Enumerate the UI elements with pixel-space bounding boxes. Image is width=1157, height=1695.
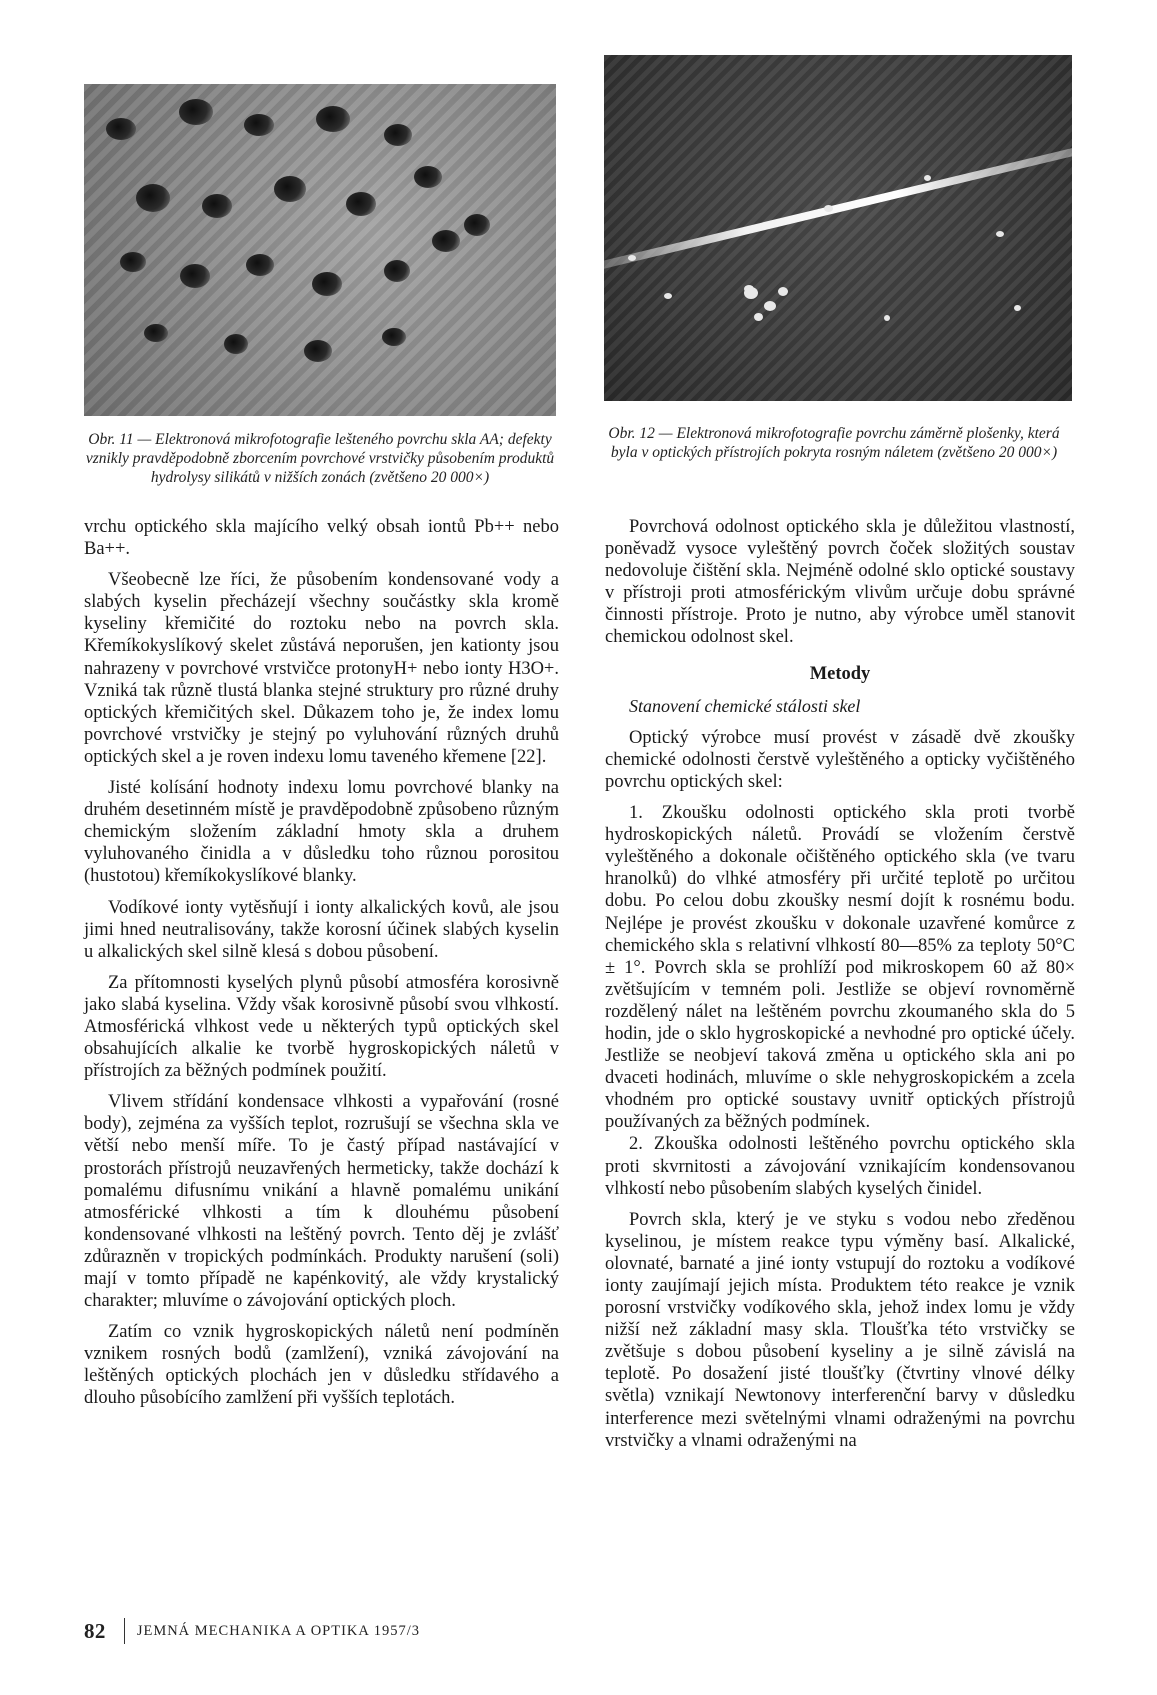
paragraph: Vodíkové ionty vytěsňují i ionty alkalických kovů, ale jsou jimi hned neutralisovány, takže korosní účinek slabých kyselin u alkalických skel silně klesá s dobou působení. [84,897,559,962]
paragraph: vrchu optického skla majícího velký obsah iontů Pb++ nebo Ba++. [84,517,559,560]
list-item: 1. Zkoušku odolnosti optického skla proti tvorbě hydroskopických náletů. Provádí se vložením čerstvě vyleštěného a dokonale očištěného optického skla (ve tvaru hranolků) do vlhké atmosféry při určité teplotě po určitou dobu. Po celou dobu zkoušky nesmí dojít k rosnému bodu. Nejlépe je provést zkoušku v dokonale uzavřené komůrce z chemického skla s relativní vlhkostí 80—85% za teploty 50°C ± 1°. Povrch skla se prohlíží pod mikroskopem 60 až 80× zvětšujícím v temném poli. Jestliže se objeví rovnoměrně rozdělený nálet na leštěném povrchu zkoumaného skla do 5 hodin, jde o sklo hygroskopické a nevhodné pro optické účely. Jestliže se neobjeví taková změna u optického skla ani po dvaceti hodinách, mluvíme o skle nehygroskopickém a zcela vhodném pro optické soustavy uvnitř optických přístrojů používaných za běžných podmínek. [605,803,1075,1133]
figure-12-caption: Obr. 12 — Elektronová mikrofotografie povrchu záměrně plošenky, která byla v optických přístrojích pokryta rosným náletem (zvětšeno 20 000×) [608,425,1060,461]
paragraph: Vlivem střídání kondensace vlhkosti a vypařování (rosné body), zejména za vyšších teplot, rozrušují se všechna skla ve větší nebo menší míře. To je častý případ nastávající v prostorách přístrojů neuzavřených hermeticky, takže dochází k pomalému difusnímu vnikání a hlavně pomalému unikání atmosférické vlhkosti a tím k dlouhému působení kondensované vlhkosti na leštěný povrch. Tento děj je zvlášť zdůrazněn v tropických podmínkách. Produkty narušení (soli) mají v tomto případě ne kapénkovitý, ale vždy krystalický charakter; mluvíme o závojování optických ploch. [84,1092,559,1312]
paragraph: Optický výrobce musí provést v zásadě dvě zkoušky chemické odolnosti čerstvě vyleštěného a opticky vyčištěného povrchu optických skel: [605,727,1075,792]
page-number: 82 [84,1618,106,1643]
journal-name: JEMNÁ MECHANIKA A OPTIKA 1957/3 [136,1622,420,1639]
footer-divider [124,1618,125,1644]
list-item: 2. Zkouška odolnosti leštěného povrchu optického skla proti skvrnitosti a závojování vznikajícím kondensovanou vlhkostí nebo působením slabých kyselých činidel. [605,1134,1075,1199]
figure-11-micrograph [84,84,556,416]
paragraph: Zatím co vznik hygroskopických náletů není podmíněn vznikem rosných bodů (zamlžení), vzniká závojování na leštěných optických plochách jen v důsledku střídavého a dlouho působícího zamlžení při vyšších teplotách. [84,1322,559,1409]
paragraph: Povrchová odolnost optického skla je důležitou vlastností, poněvadž vysoce vyleštěný povrch čoček složitých soustav nedovoluje čištění skla. Nejméně odolné sklo optické soustavy v přístroji proti atmosférickým vlivům určuje dobu správné činnosti přístroje. Proto je nutno, aby výrobce uměl stanovit chemickou odolnost skel. [605,517,1075,648]
section-heading: Metody [809,663,871,684]
right-text-column [605,516,1075,1461]
figure-11-caption: Obr. 11 — Elektronová mikrofotografie lešteného povrchu skla AA; defekty vznikly pravděpodobně zborcením povrchové vrstvičky působením produktů hydrolysy silikátů v nižších zonách (zvětšeno 20 000×) [85,431,555,486]
paragraph: Za přítomnosti kyselých plynů působí atmosféra korosivně jako slabá kyselina. Vždy však korosivně působí svou vlhkostí. Atmosférická vlhkost vede u některých typů optických skel obsahujících alkalie ke tvorbě hygroskopických náletů v přístrojích za běžných podmínek použití. [84,972,559,1082]
paragraph: Jisté kolísání hodnoty indexu lomu povrchové blanky na druhém desetinném místě je pravděpodobně způsobeno různým chemickým složením základní hmoty skla a druhem vyluhovaného činidla a v důsledku toho různou porositou (hustotou) křemíkokyslíkové blanky. [84,778,559,887]
subsection-heading: Stanovení chemické stálosti skel [629,695,861,716]
paragraph: Všeobecně lze říci, že působením kondensované vody a slabých kyselin přecházejí všechny součástky skla kromě kyseliny křemičité do roztoku nebo na povrch skla. Křemíkokyslíkový skelet zůstává neporušen, jen kationty jsou nahrazeny v povrchové vrstvičce protonyH+ nebo ionty H3O+. Vzniká tak různě tlustá blanka stejné struktury pro různé druhy optických křemičitých skel. Důkazem toho je, že index lomu povrchové vrstvičky je stejný po vyluhování různých druhů optických skel a je roven indexu lomu taveného křemene [22]. [84,570,559,767]
page-footer [84,1618,420,1644]
left-text-column [84,516,559,1419]
paragraph: Povrch skla, který je ve styku s vodou nebo zředěnou kyselinou, je místem reakce typu výměny basí. Alkalické, olovnaté, barnaté a jiné ionty vstupují do roztoku a vodíkové ionty zaujímají jejich místa. Produktem této reakce je vznik porosní vrstvičky vodíkového skla, jehož index lomu je vždy nižší než základní masy skla. Tloušťka této vrstvičky se zvětšuje s dobou působení kyseliny a je silně závislá na teplotě. Po dosažení jisté tloušťky (čtvrtiny vlnové délky světla) vznikají Newtonovy interferenční barvy v důsledku interference mezi světelnými vlnami odraženými na povrchu vrstvičky a vlnami odraženými na [605,1209,1075,1451]
figure-12-micrograph [604,55,1072,401]
